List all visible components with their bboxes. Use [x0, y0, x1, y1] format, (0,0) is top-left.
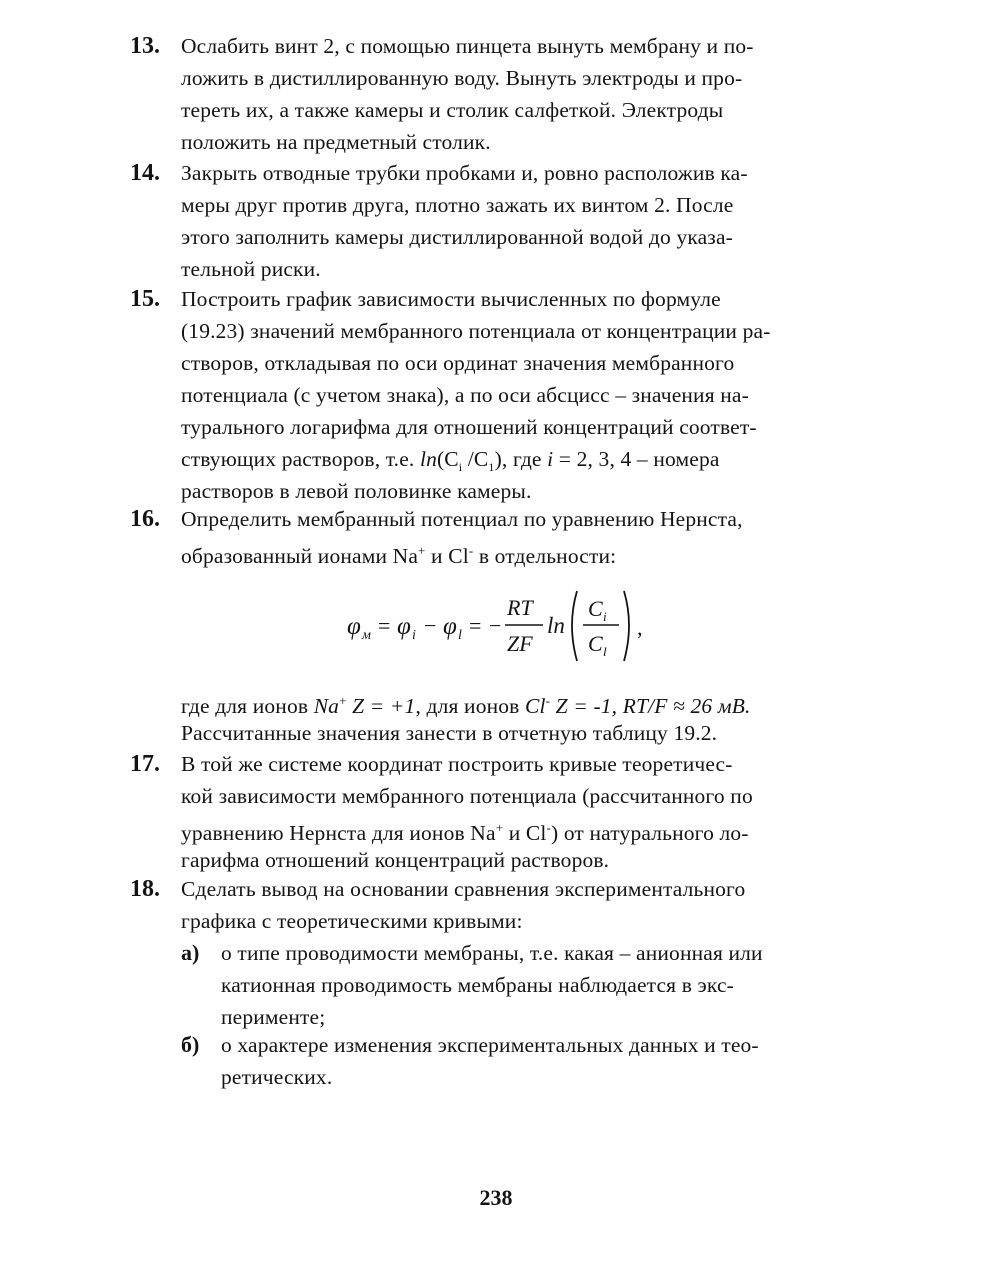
- text-line: (19.23) значений мембранного потенциала от концентрации ра-: [181, 319, 771, 343]
- equals-sign: =: [469, 613, 482, 638]
- text-line: Построить график зависимости вычисленных по формуле: [181, 287, 721, 311]
- formula-comma: ,: [637, 615, 643, 640]
- text-line: о типе проводимости мембраны, т.е. какая – анионная или: [221, 941, 763, 965]
- subscript-l: l: [458, 628, 462, 643]
- text-line: Определить мембранный потенциал по уравнению Нернста,: [181, 507, 743, 531]
- text-line: потенциала (с учетом знака), а по оси абсцисс – значения на-: [181, 383, 749, 407]
- text-line: кой зависимости мембранного потенциала (рассчитанного по: [181, 784, 753, 808]
- ln-symbol: ln: [547, 613, 565, 638]
- text-line: Ослабить винт 2, с помощью пинцета вынуть мембрану и по-: [181, 34, 754, 58]
- item-number: 14.: [130, 160, 160, 186]
- c-i-symbol: C: [588, 596, 603, 621]
- nernst-equation: [345, 585, 675, 669]
- phi-symbol: φ: [443, 613, 457, 640]
- numerator-rt: RT: [507, 595, 533, 620]
- text-line: растворов в левой половинке камеры.: [181, 479, 532, 503]
- equals-sign: =: [378, 613, 391, 638]
- item-number: 16.: [130, 506, 160, 532]
- text-line: положить на предметный столик.: [181, 130, 491, 154]
- subscript-i: i: [603, 609, 607, 624]
- right-paren: [624, 591, 629, 661]
- text-line: В той же системе координат построить кривые теоретичес-: [181, 752, 733, 776]
- phi-symbol: φ: [347, 613, 361, 640]
- item-number: 17.: [130, 751, 160, 777]
- text-line: тереть их, а также камеры и столик салфеткой. Электроды: [181, 98, 724, 122]
- page-number: 238: [479, 1185, 513, 1210]
- text-line: створов, откладывая по оси ординат значения мембранного: [181, 351, 735, 375]
- item-number: 13.: [130, 33, 160, 59]
- text-line: о характере изменения экспериментальных данных и тео-: [221, 1033, 759, 1057]
- text-line: Рассчитанные значения занести в отчетную таблицу 19.2.: [181, 721, 718, 745]
- text-line: этого заполнить камеры дистиллированной водой до указа-: [181, 225, 733, 249]
- text-line: Закрыть отводные трубки пробками и, ровно расположив ка-: [181, 161, 748, 185]
- text-line: гарифма отношений концентраций растворов.: [181, 848, 610, 872]
- subscript-m: м: [362, 628, 371, 643]
- minus-sign: −: [489, 613, 502, 638]
- item-number: 15.: [130, 286, 160, 312]
- text-line: образованный ионами Na+ и Cl- в отдельности:: [181, 543, 617, 568]
- text-line: перименте;: [221, 1005, 326, 1029]
- denominator-zf: ZF: [507, 631, 533, 656]
- minus-sign: −: [424, 613, 437, 638]
- text-line: уравнению Нернста для ионов Na+ и Cl-) от натурального ло-: [181, 820, 749, 845]
- subitem-label-a: а): [181, 940, 200, 965]
- text-line: меры друг против друга, плотно зажать их винтом 2. После: [181, 193, 734, 217]
- text-line: Сделать вывод на основании сравнения экспериментального: [181, 877, 746, 901]
- subscript-l: l: [603, 644, 607, 659]
- text-line: где для ионов Na+ Z = +1, для ионов Cl- Z = -1, RT/F ≈ 26 мВ.: [181, 693, 751, 718]
- item-number: 18.: [130, 876, 160, 902]
- text-line: турального логарифма для отношений концентраций соответ-: [181, 415, 757, 439]
- text-line: тельной риски.: [181, 257, 321, 281]
- subscript-i: i: [412, 628, 416, 643]
- text-line-with-formula: ствующих растворов, т.е. $\ln(C_i$ $/C_1$), где i = 2, 3, 4 – номера: [181, 447, 720, 474]
- left-paren: [572, 591, 577, 661]
- c-l-symbol: C: [588, 631, 603, 656]
- text-line: ретических.: [221, 1065, 333, 1089]
- subitem-label-b: б): [181, 1032, 200, 1057]
- text-line: ложить в дистиллированную воду. Вынуть электроды и про-: [181, 66, 743, 90]
- text-line: графика с теоретическими кривыми:: [181, 909, 523, 933]
- text-line: катионная проводимость мембраны наблюдается в экс-: [221, 973, 734, 997]
- phi-symbol: φ: [397, 613, 411, 640]
